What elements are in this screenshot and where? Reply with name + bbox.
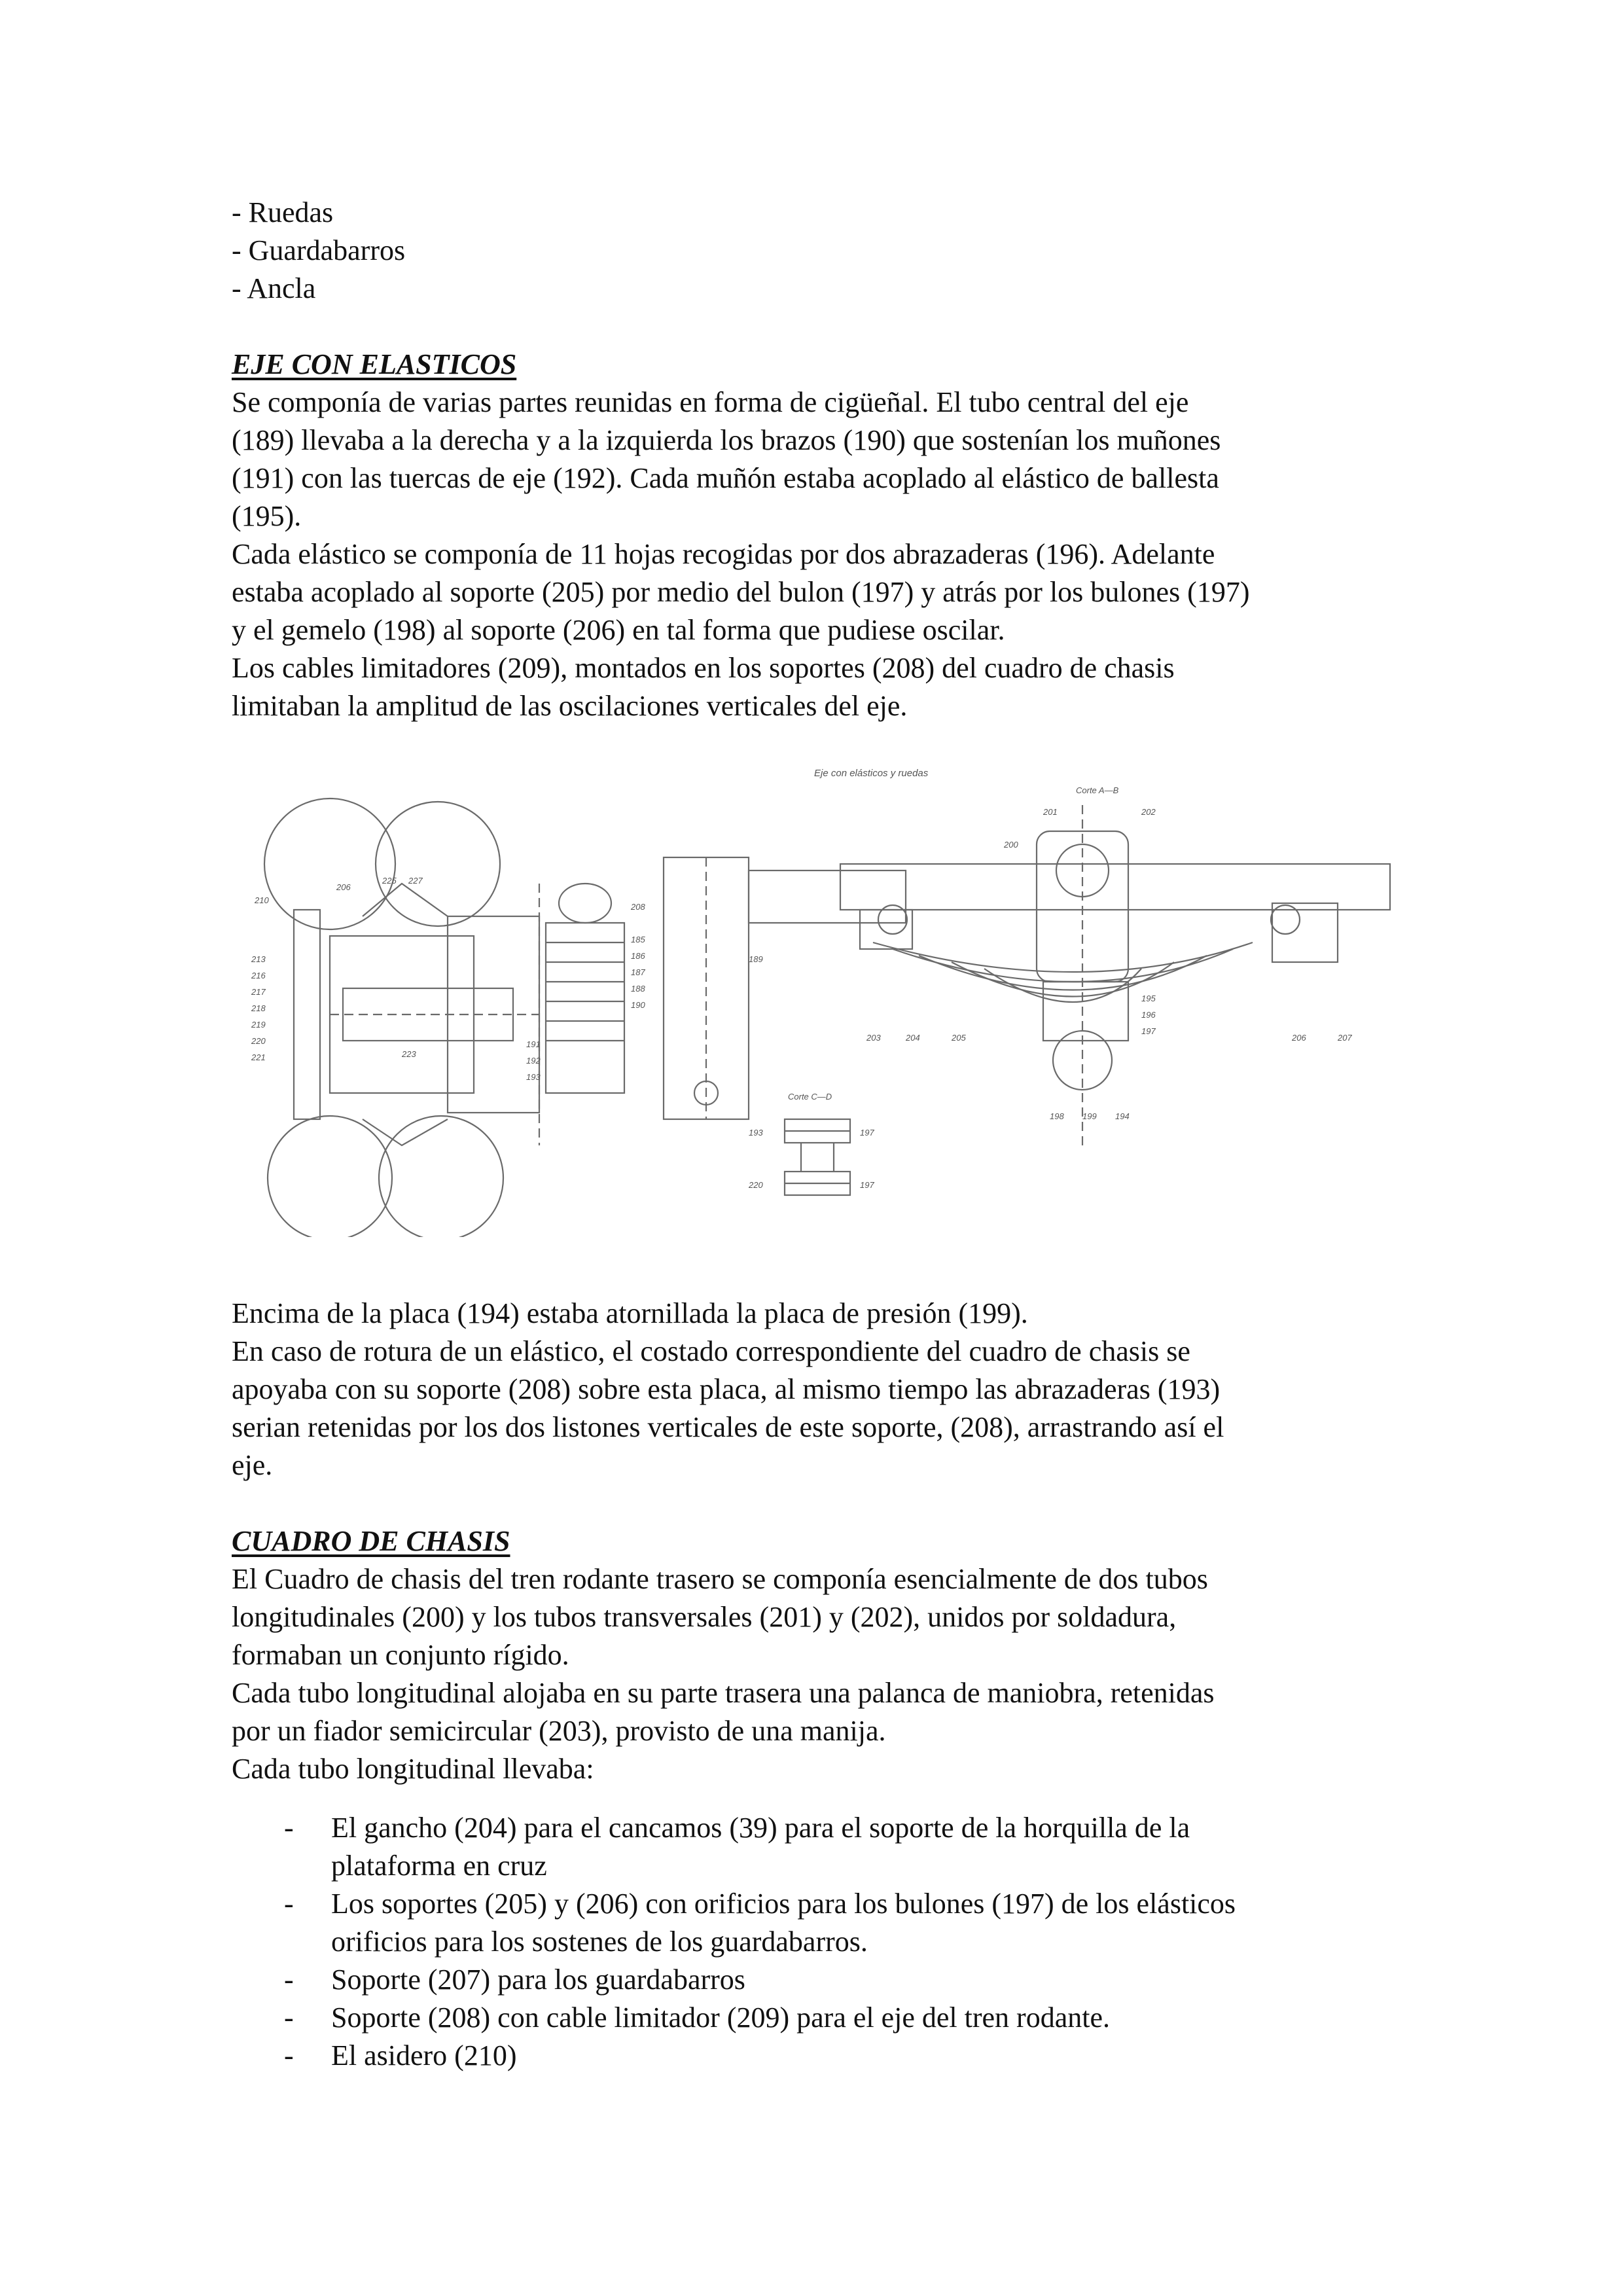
paragraph-line: (189) llevaba a la derecha y a la izquierda los brazos (190) que sostenían los muñones	[232, 424, 1221, 456]
tire-bottom-right	[379, 1116, 503, 1237]
list-item	[232, 2037, 1410, 2075]
drawing-svg	[232, 753, 1410, 1237]
list-dash: -	[284, 1964, 294, 1996]
list-item	[232, 1809, 1410, 1885]
paragraph-line: El Cuadro de chasis del tren rodante trasero se componía esencialmente de dos tubos	[232, 1563, 1208, 1595]
callout: 199	[1082, 1111, 1097, 1121]
paragraph-line: estaba acoplado al soporte (205) por medio del bulon (197) y atrás por los bulones (197)	[232, 576, 1250, 608]
paragraph-line: longitudinales (200) y los tubos transversales (201) y (202), unidos por soldadura,	[232, 1601, 1177, 1633]
list-item-text: Soporte (207) para los guardabarros	[331, 1964, 745, 1996]
paragraph-line: apoyaba con su soporte (208) sobre esta placa, al mismo tiempo las abrazaderas (193)	[232, 1373, 1221, 1405]
axle-stub	[343, 988, 513, 1041]
list-item-text: El gancho (204) para el cancamos (39) para el soporte de la horquilla de la	[331, 1812, 1190, 1844]
leaf-spring-top	[873, 942, 1253, 972]
paragraph-line: limitaban la amplitud de las oscilaciones verticales del eje.	[232, 690, 908, 722]
figure-caption: Eje con elásticos y ruedas	[814, 768, 929, 779]
callout: 192	[526, 1056, 541, 1066]
callout: 221	[251, 1052, 266, 1062]
callout: 189	[749, 954, 763, 964]
list-item-text: orificios para los sostenes de los guardabarros.	[331, 1926, 868, 1958]
callout: 206	[1292, 1033, 1306, 1043]
callout: 207	[1338, 1033, 1352, 1043]
list-item	[232, 1999, 1410, 2037]
axle-technical-drawing	[232, 753, 1410, 1237]
list-dash: -	[284, 2039, 294, 2072]
callout: 216	[251, 971, 266, 980]
callout: 194	[1115, 1111, 1130, 1121]
list-item: - Ancla	[232, 272, 316, 304]
tire-top-right	[376, 802, 500, 926]
section-heading: EJE CON ELASTICOS	[232, 348, 517, 380]
cut-ab-label: Corte A—B	[1076, 785, 1119, 795]
callout: 185	[631, 935, 645, 944]
cut-cd-label: Corte C—D	[788, 1092, 832, 1102]
callout: 220	[749, 1180, 763, 1190]
intro-list	[232, 194, 1410, 308]
list-item-text: El asidero (210)	[331, 2039, 517, 2072]
callout: 218	[251, 1003, 266, 1013]
paragraph-line: Encima de la placa (194) estaba atornillada la placa de presión (199).	[232, 1297, 1028, 1329]
section-eje-con-elasticos	[232, 346, 1410, 725]
paragraph-line: (195).	[232, 500, 302, 532]
callout: 205	[952, 1033, 966, 1043]
callout: 225	[382, 876, 397, 886]
paragraph-line: y el gemelo (198) al soporte (206) en tal forma que pudiese oscilar.	[232, 614, 1005, 646]
callout: 188	[631, 984, 645, 994]
paragraph-line: Cada elástico se componía de 11 hojas recogidas por dos abrazaderas (196). Adelante	[232, 538, 1215, 570]
callout: 220	[251, 1036, 266, 1046]
spring-pack-section	[546, 923, 624, 1093]
list-item	[232, 1961, 1410, 1999]
paragraph-line: formaban un conjunto rígido.	[232, 1639, 569, 1671]
callout: 200	[1004, 840, 1018, 850]
paragraph-line: En caso de rotura de un elástico, el costado correspondiente del cuadro de chasis se	[232, 1335, 1190, 1367]
section-placa-de-presion	[232, 1295, 1410, 1484]
callout: 210	[255, 895, 269, 905]
callout: 202	[1141, 807, 1156, 817]
callout: 197	[860, 1128, 874, 1138]
list-dash: -	[284, 2001, 294, 2034]
list-item-text: Los soportes (205) y (206) con orificios para los bulones (197) de los elásticos	[331, 1888, 1236, 1920]
callout: 197	[1141, 1026, 1156, 1036]
callout: 196	[1141, 1010, 1156, 1020]
callout: 219	[251, 1020, 266, 1030]
paragraph-line: Cada tubo longitudinal alojaba en su parte trasera una palanca de maniobra, retenidas	[232, 1677, 1215, 1709]
callout: 227	[408, 876, 423, 886]
callout: 191	[526, 1039, 541, 1049]
paragraph-line: Cada tubo longitudinal llevaba:	[232, 1753, 594, 1785]
callout: 201	[1043, 807, 1058, 817]
paragraph-line: eje.	[232, 1449, 273, 1481]
list-dash: -	[284, 1888, 294, 1920]
callout: 186	[631, 951, 645, 961]
paragraph-line: Los cables limitadores (209), montados en los soportes (208) del cuadro de chasis	[232, 652, 1175, 684]
list-item-text: plataforma en cruz	[331, 1850, 547, 1882]
paragraph-line: Se componía de varias partes reunidas en forma de cigüeñal. El tubo central del eje	[232, 386, 1189, 418]
section-heading: CUADRO DE CHASIS	[232, 1525, 510, 1557]
callout: 190	[631, 1000, 645, 1010]
rim-left	[294, 910, 320, 1119]
paragraph-line: por un fiador semicircular (203), provisto de una manija.	[232, 1715, 886, 1747]
list-item-text: Soporte (208) con cable limitador (209) para el eje del tren rodante.	[331, 2001, 1110, 2034]
callout: 193	[526, 1072, 541, 1082]
paragraph-line: (191) con las tuercas de eje (192). Cada muñón estaba acoplado al elástico de ballesta	[232, 462, 1219, 494]
paragraph-line: serian retenidas por los dos listones verticales de este soporte, (208), arrastrando así el	[232, 1411, 1224, 1443]
list-item	[232, 1885, 1410, 1961]
list-item: - Guardabarros	[232, 234, 406, 266]
callout: 223	[402, 1049, 416, 1059]
callout: 187	[631, 967, 645, 977]
chassis-items-list	[232, 1809, 1410, 2075]
section-cuadro-de-chasis	[232, 1522, 1410, 1788]
callout: 197	[860, 1180, 874, 1190]
list-item: - Ruedas	[232, 196, 334, 228]
callout: 208	[631, 902, 645, 912]
callout: 203	[866, 1033, 881, 1043]
callout: 206	[336, 882, 351, 892]
callout: 217	[251, 987, 266, 997]
tire-bottom-left	[268, 1116, 392, 1237]
callout: 198	[1050, 1111, 1064, 1121]
axle-tube	[749, 870, 906, 923]
list-dash: -	[284, 1812, 294, 1844]
callout: 193	[749, 1128, 763, 1138]
callout: 204	[906, 1033, 920, 1043]
callout: 195	[1141, 994, 1156, 1003]
callout: 213	[251, 954, 266, 964]
